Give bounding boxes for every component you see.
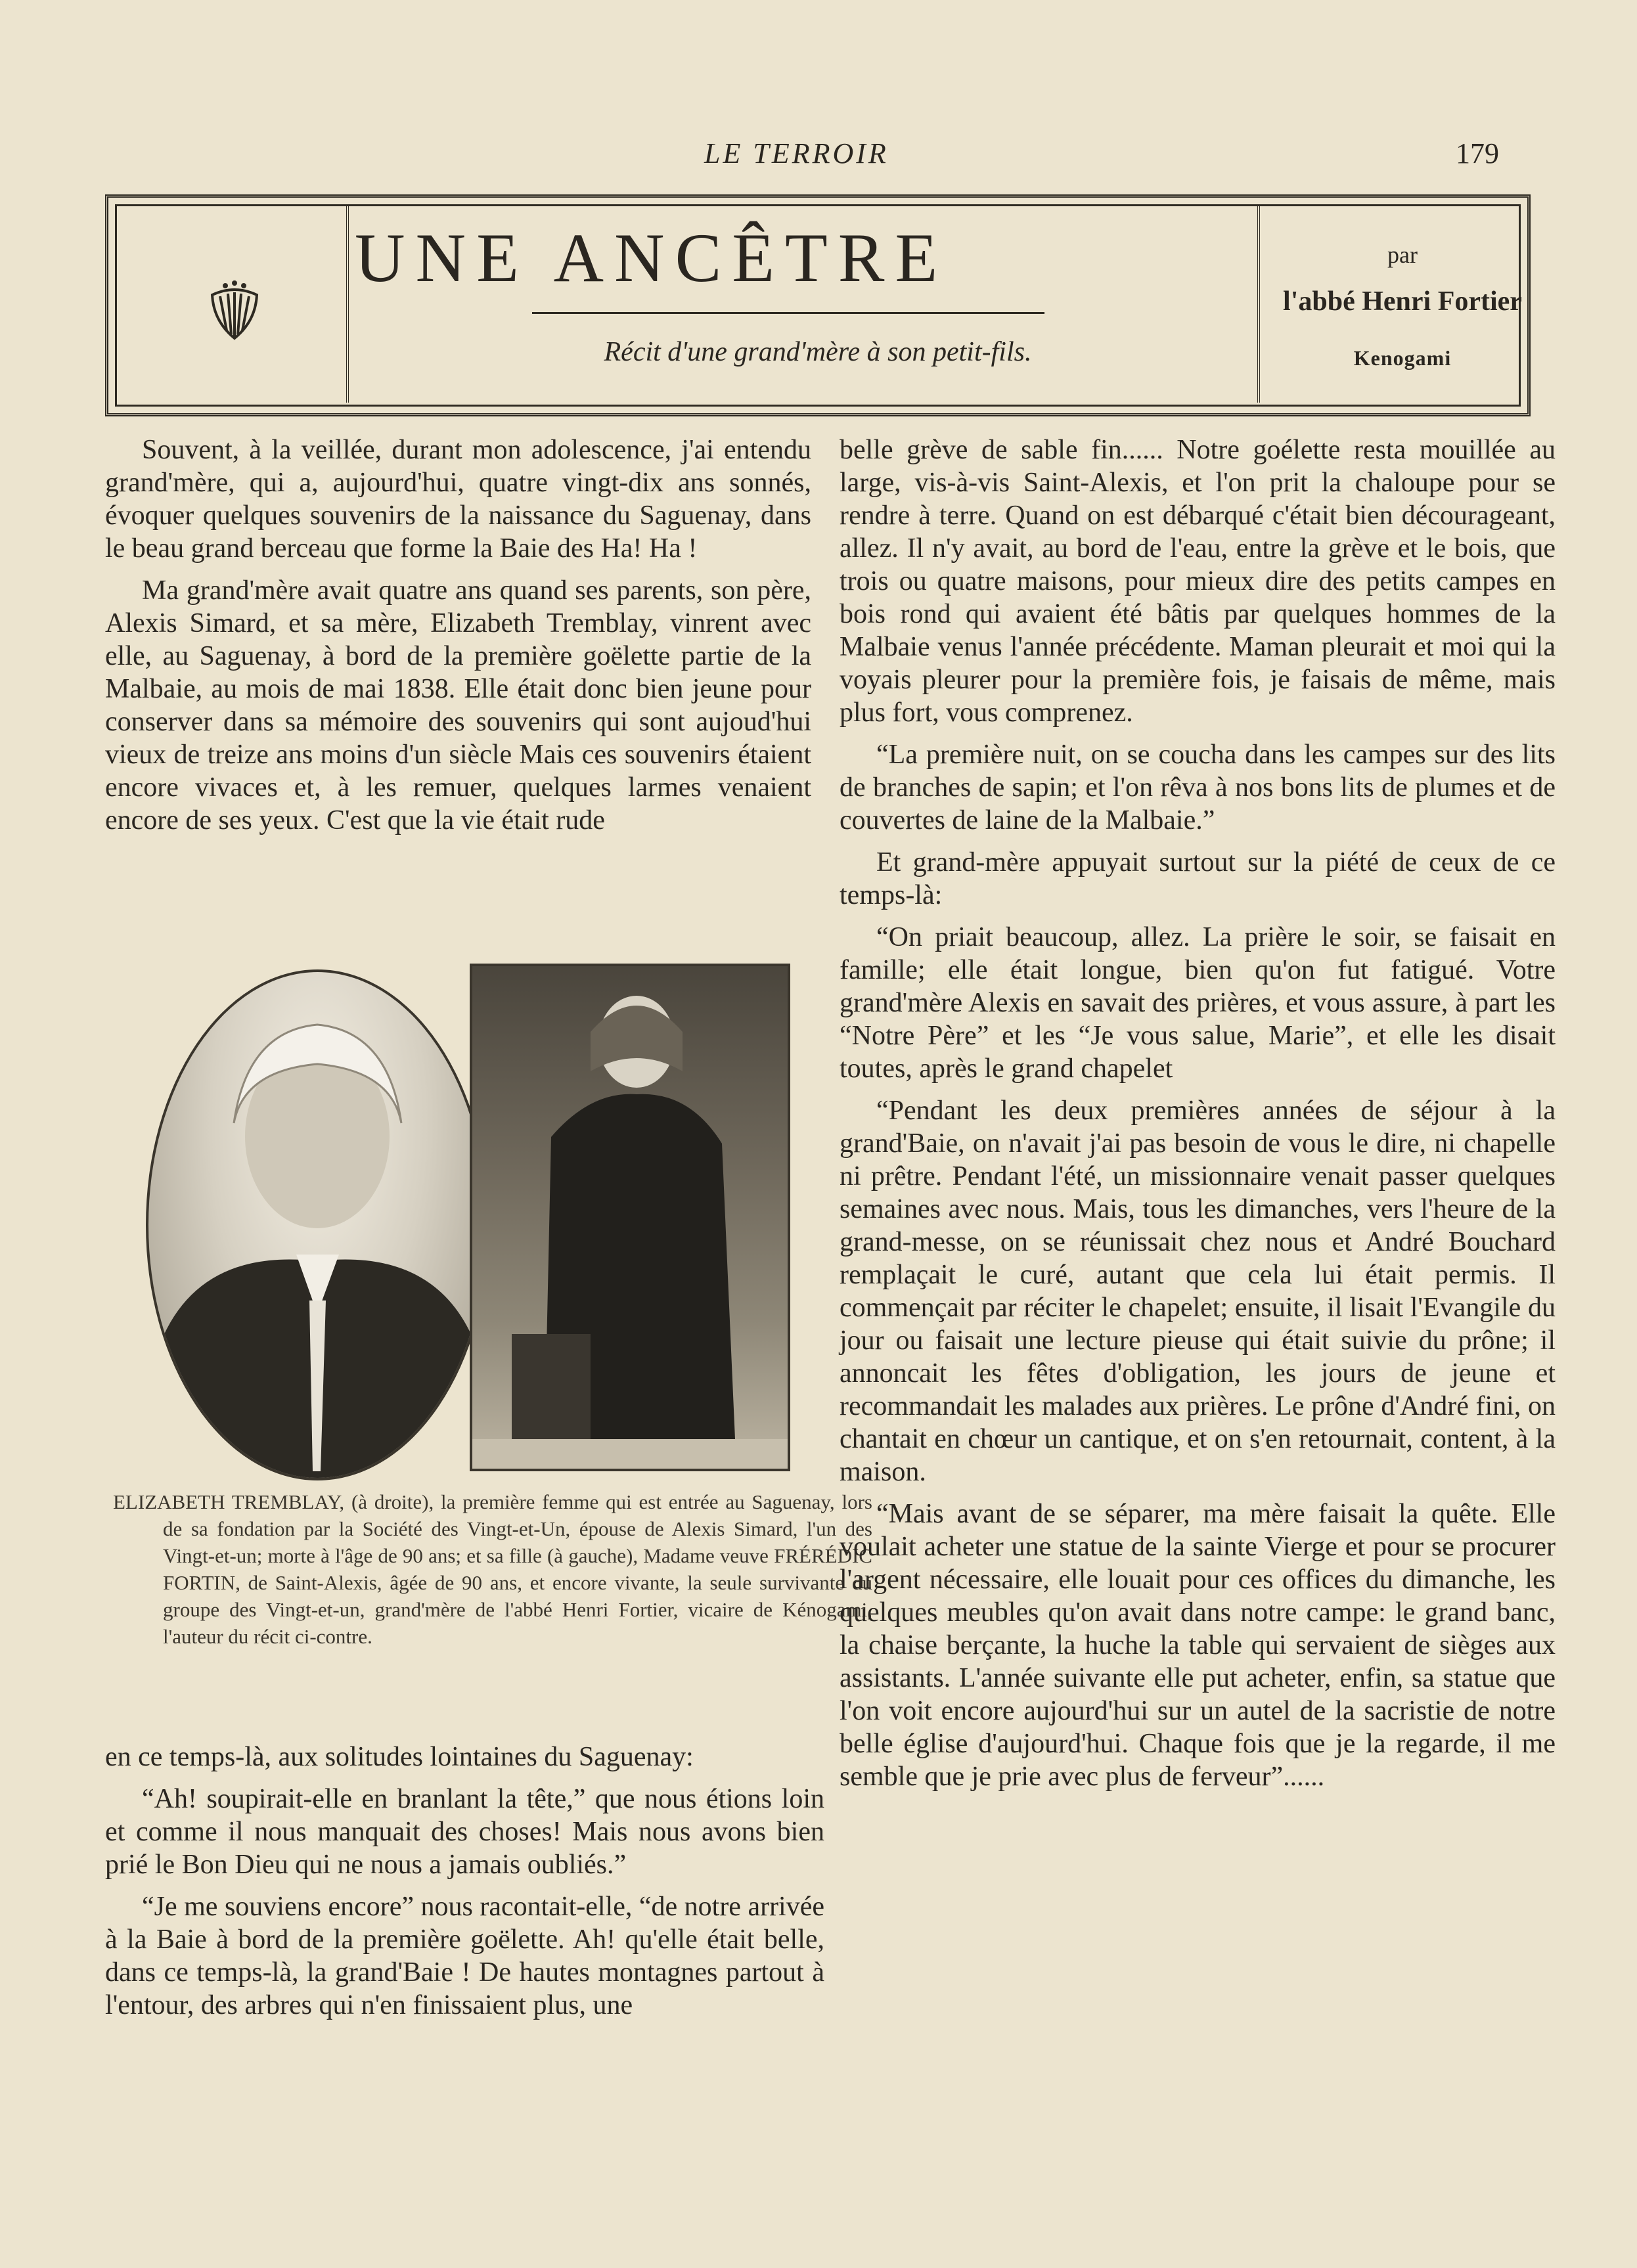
title-divider <box>532 312 1044 314</box>
paragraph: en ce temps-là, aux solitudes lointaines du Saguenay: <box>105 1742 694 1772</box>
paragraph: belle grève de sable fin...... Notre goélette resta mouillée au large, vis-à-vis Saint-Alexis, et l'on prit la chaloupe pour se rendre à terre. Quand on est débarqué c'était bien décourageant, allez. Il n'y avait, au bord de l'eau, entre la grève et le bois, que trois ou quatre maisons, pour mieux dire des petits campes en bois rond qui avaient été bâtis par quelques hommes de la Malbaie venus l'année précédente. Maman pleurait et moi qui la voyais pleurer pour la première fois, je faisais de même, mais plus fort, vous comprenez. <box>840 435 1556 728</box>
header-ornament-panel <box>116 206 349 403</box>
portrait-photo-elizabeth-tremblay <box>470 964 790 1471</box>
photo-caption: ELIZABETH TREMBLAY, (à droite), la première femme qui est entrée au Saguenay, lors de sa fondation par la Société des Vingt-et-Un, épouse de Alexis Simard, l'un des Vingt-et-un; morte à l'âge de 90 ans; et sa fille (à gauche), Madame veuve FRÉRÉDIC FORTIN, de Saint-Alexis, âgée de 90 ans, et encore vivante, la seule survivante du groupe des Vingt-et-un, grand'mère de l'abbé Henri Fortier, vicaire de Kénogami, l'auteur du récit ci-contre. <box>113 1490 872 1648</box>
paragraph: Ma grand'mère avait quatre ans quand ses parents, son père, Alexis Simard, et sa mère, Elizabeth Tremblay, vinrent avec elle, au Saguenay, à bord de la première goëlette partie de la Malbaie, au mois de mai 1838. Elle était donc bien jeune pour conserver dans sa mémoire des souvenirs qui sont aujoud'hui vieux de treize ans moins d'un siècle Mais ces souvenirs étaient encore vivaces et, à les remuer, quelques larmes venaient encore de ses yeux. C'est que la vie était rude <box>105 575 811 835</box>
portrait-figure-icon <box>148 972 487 1478</box>
paragraph: “La première nuit, on se coucha dans les campes sur des lits de branches de sapin; et l'on rêva à nos bons lits de plumes et de couvertes de laine de la Malbaie.” <box>840 740 1556 835</box>
paragraph: “On priait beaucoup, allez. La prière le soir, se faisait en famille; elle était longue, bien qu'on fut fatigué. Votre grand'mère Alexis en savait des prières, et vous assure, à part les “Notre Père” et les “Je vous salue, Marie”, et elle les disait toutes, après le grand chapelet <box>840 922 1556 1084</box>
article-title: UNE ANCÊTRE <box>355 219 949 296</box>
paragraph: “Ah! soupirait-elle en branlant la tête,” que nous étions loin et comme il nous manquait des choses! Mais nous avons bien prié le Bon Dieu qui ne nous a jamais oubliés.” <box>105 1784 824 1880</box>
right-column <box>840 434 1556 1793</box>
paragraph: Souvent, à la veillée, durant mon adolescence, j'ai entendu grand'mère, qui a, aujourd'hui, quatre vingt-dix ans sonnés, évoquer quelques souvenirs de la naissance du Saguenay, dans le beau grand berceau que forme la Baie des Ha! Ha ! <box>105 435 811 564</box>
running-head: LE TERROIR <box>704 137 889 169</box>
byline-prefix: par <box>1387 242 1418 268</box>
article-subtitle: Récit d'une grand'mère à son petit-fils. <box>604 337 1032 367</box>
left-column-bottom <box>105 1741 824 2022</box>
byline-location: Kenogami <box>1353 346 1452 370</box>
paragraph: “Mais avant de se séparer, ma mère faisait la quête. Elle voulait acheter une statue de la sainte Vierge et pour se procurer l'argent nécessaire, elle louait pour ces offices du dimanche, les quelques meubles qu'on avait dans notre campe: le grand banc, la chaise berçante, la huche la table qui servaient de sièges aux assistants. L'année suivante elle put acheter, enfin, sa statue que l'on voit encore aujourd'hui sur un autel de la sacristie de notre belle église d'aujourd'hui. Chaque fois que je la regarde, il me semble que je prie avec plus de ferveur”...... <box>840 1499 1556 1792</box>
shell-ornament-icon <box>208 278 261 341</box>
left-column-top <box>105 434 811 837</box>
portrait-photo-daughter <box>146 969 489 1480</box>
seated-figure-icon <box>472 966 788 1469</box>
paragraph: “Je me souviens encore” nous racontait-elle, “de notre arrivée à la Baie à bord de la première goëlette. Ah! qu'elle était belle, dans ce temps-là, la grand'Baie ! De hautes montagnes partout à l'entour, des arbres qui n'en finissaient plus, une <box>105 1892 825 2020</box>
paragraph: “Pendant les deux premières années de séjour à la grand'Baie, on n'avait j'ai pas besoin de vous le dire, ni chapelle ni prêtre. Pendant l'été, un missionnaire venait passer quelques semaines avec nous. Mais, tous les dimanches, vers l'heure de la grand-messe, on se réunissait chez nous et André Bouchard remplaçait le curé, autant que cela lui était permis. Il commençait par réciter le chapelet; ensuite, il lisait l'Evangile du jour ou faisait une lecture pieuse qui était suivie du prône; il annoncait les fêtes d'obligation, les jours de jeune et recommandait les malades aux prières. Le prône d'André fini, on chantait en chœur un cantique, et on s'en retournait, content, à la maison. <box>840 1096 1556 1487</box>
paragraph: Et grand-mère appuyait surtout sur la piété de ceux de ce temps-là: <box>840 847 1556 910</box>
byline-author: l'abbé Henri Fortier <box>1283 286 1522 317</box>
page-number: 179 <box>1456 137 1499 169</box>
